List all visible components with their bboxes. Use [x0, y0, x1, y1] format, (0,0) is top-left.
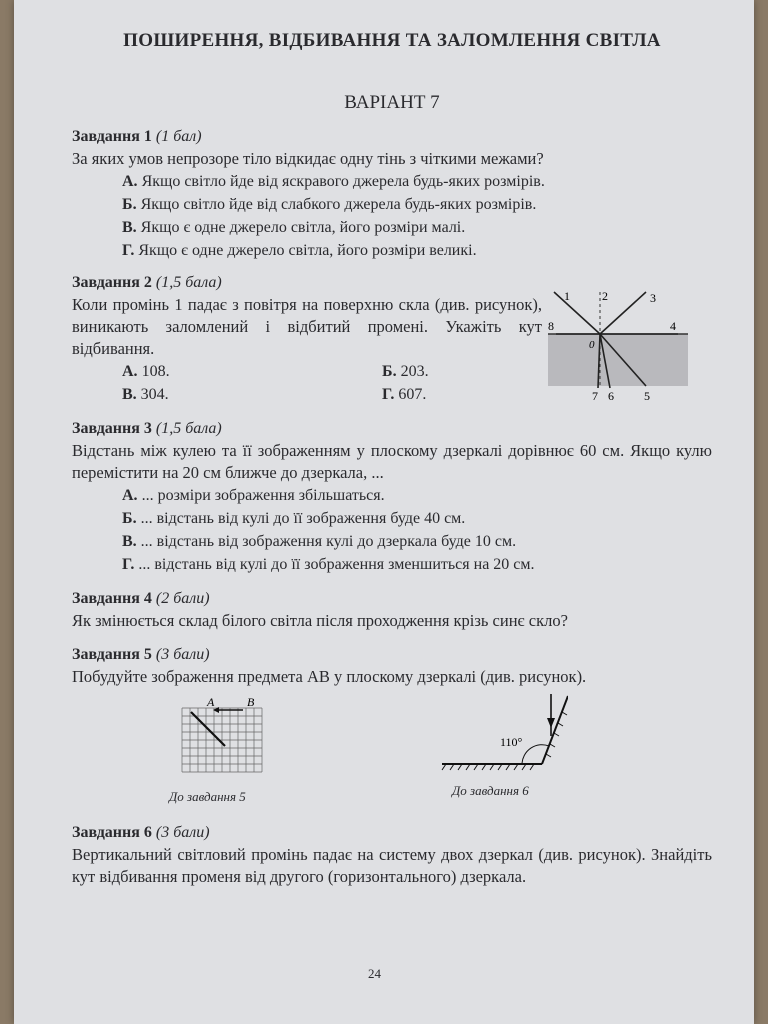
point-b-label: B — [247, 696, 255, 709]
task-5-question: Побудуйте зображення предмета AB у плоскому дзеркалі (див. рисунок). — [72, 667, 587, 686]
task-3-points: (1,5 бала) — [155, 420, 222, 437]
task-2-body — [72, 289, 712, 406]
option-letter: В. — [122, 533, 137, 550]
page-sheet — [14, 0, 754, 1024]
page-number: 24 — [368, 966, 381, 981]
refraction-figure — [542, 288, 692, 406]
fig-label-0: 0 — [589, 339, 595, 351]
task-6-points: (3 бали) — [155, 824, 210, 841]
task-1-option-c — [72, 216, 712, 239]
fig-label-3: 3 — [650, 291, 656, 305]
task-1 — [72, 126, 712, 262]
option-text: Якщо є одне джерело світла, його розміри малі. — [140, 219, 466, 236]
fig-label-6: 6 — [608, 389, 614, 403]
task-3-option-a — [72, 484, 712, 507]
task-3-option-c — [72, 530, 712, 553]
task-5-heading — [72, 644, 712, 666]
task-2 — [72, 272, 712, 406]
task-2-label: Завдання 2 — [72, 274, 152, 291]
fig-label-2: 2 — [602, 289, 608, 303]
task-3 — [72, 418, 712, 576]
task-1-heading — [72, 126, 712, 148]
option-text: Якщо світло йде від слабкого джерела будь-яких розмірів. — [140, 196, 537, 213]
task-1-label: Завдання 1 — [72, 128, 152, 145]
option-letter: В. — [122, 386, 137, 403]
task-4-heading — [72, 588, 712, 610]
angle-label: 110° — [500, 735, 523, 749]
option-letter: Г. — [122, 242, 135, 259]
mirror-grid-figure — [177, 696, 267, 780]
task-2-points: (1,5 бала) — [155, 274, 222, 291]
task-1-option-d — [72, 239, 712, 262]
option-letter: В. — [122, 219, 137, 236]
task-6 — [72, 822, 712, 888]
task-1-points: (1 бал) — [155, 128, 202, 145]
grid-lines — [182, 708, 262, 772]
option-text: ... відстань від зображення кулі до дзеркала буде 10 см. — [140, 533, 517, 550]
fig-label-1: 1 — [564, 289, 570, 303]
task-3-option-b — [72, 507, 712, 530]
option-letter: Г. — [382, 386, 395, 403]
option-letter: А. — [122, 173, 138, 190]
task-5-figures — [72, 688, 712, 808]
figure-task-6 — [438, 692, 568, 799]
option-text: 304. — [140, 386, 169, 403]
mirror-line — [191, 712, 225, 746]
option-text: Якщо світло йде від яскравого джерела будь-яких розмірів. — [141, 173, 545, 190]
task-5-label: Завдання 5 — [72, 646, 152, 663]
page-title: ПОШИРЕННЯ, ВІДБИВАННЯ ТА ЗАЛОМЛЕННЯ СВІТЛА — [123, 30, 661, 51]
task-2-question: Коли промінь 1 падає з повітря на поверхню скла (див. рисунок), виникають заломлений і відбитий промені. Укажіть кут відбивання. — [72, 295, 542, 358]
option-letter: Г. — [122, 556, 135, 573]
task-1-option-a — [72, 170, 712, 193]
option-letter: Б. — [382, 363, 397, 380]
task-1-question: За яких умов непрозоре тіло відкидає одну тінь з чіткими межами? — [72, 149, 544, 168]
option-letter: А. — [122, 487, 138, 504]
option-letter: Б. — [122, 510, 137, 527]
ray-1 — [554, 292, 600, 334]
task-3-label: Завдання 3 — [72, 420, 152, 437]
inclined-mirror — [542, 696, 568, 764]
task-2-option-a — [122, 360, 382, 383]
option-text: ... відстань від кулі до її зображення зменшиться на 20 см. — [138, 556, 535, 573]
glass-block — [548, 334, 688, 386]
option-letter: А. — [122, 363, 138, 380]
option-text: 108. — [141, 363, 170, 380]
task-6-question: Вертикальний світловий промінь падає на систему двох дзеркал (див. рисунок). Знайдіть кут відбивання променя від другого (горизонтального) дзеркала. — [72, 845, 712, 886]
two-mirrors-figure — [438, 692, 568, 774]
option-text: ... розміри зображення збільшаться. — [141, 487, 385, 504]
task-2-option-c — [122, 383, 382, 406]
figure-5-caption: До завдання 5 — [169, 789, 246, 804]
task-5-points: (3 бали) — [155, 646, 210, 663]
ray-arrow-icon — [547, 718, 555, 728]
fig-label-8: 8 — [548, 319, 554, 333]
task-1-option-b — [72, 193, 712, 216]
option-text: 607. — [398, 386, 427, 403]
figure-task-5 — [169, 696, 267, 805]
option-text: ... відстань від кулі до її зображення буде 40 см. — [140, 510, 466, 527]
fig-label-5: 5 — [644, 389, 650, 403]
option-text: 203. — [400, 363, 429, 380]
task-5 — [72, 644, 712, 808]
fig-label-4: 4 — [670, 319, 676, 333]
task-4 — [72, 588, 712, 632]
variant-heading: ВАРІАНТ 7 — [344, 92, 440, 113]
figure-6-caption: До завдання 6 — [452, 783, 529, 798]
task-4-points: (2 бали) — [155, 590, 210, 607]
option-text: Якщо є одне джерело світла, його розміри великі. — [138, 242, 477, 259]
point-a-label: A — [207, 696, 215, 709]
page-content — [72, 26, 712, 888]
task-4-question: Як змінюється склад білого світла після проходження крізь синє скло? — [72, 611, 568, 630]
task-4-label: Завдання 4 — [72, 590, 152, 607]
task-6-label: Завдання 6 — [72, 824, 152, 841]
task-3-option-d — [72, 553, 712, 576]
task-3-question: Відстань між кулею та її зображенням у плоскому дзеркалі дорівнює 60 см. Якщо кулю перемістити на 20 см ближче до дзеркала, ... — [72, 441, 712, 482]
fig-label-7: 7 — [592, 389, 598, 403]
task-3-heading — [72, 418, 712, 440]
task-6-heading — [72, 822, 712, 844]
option-letter: Б. — [122, 196, 137, 213]
